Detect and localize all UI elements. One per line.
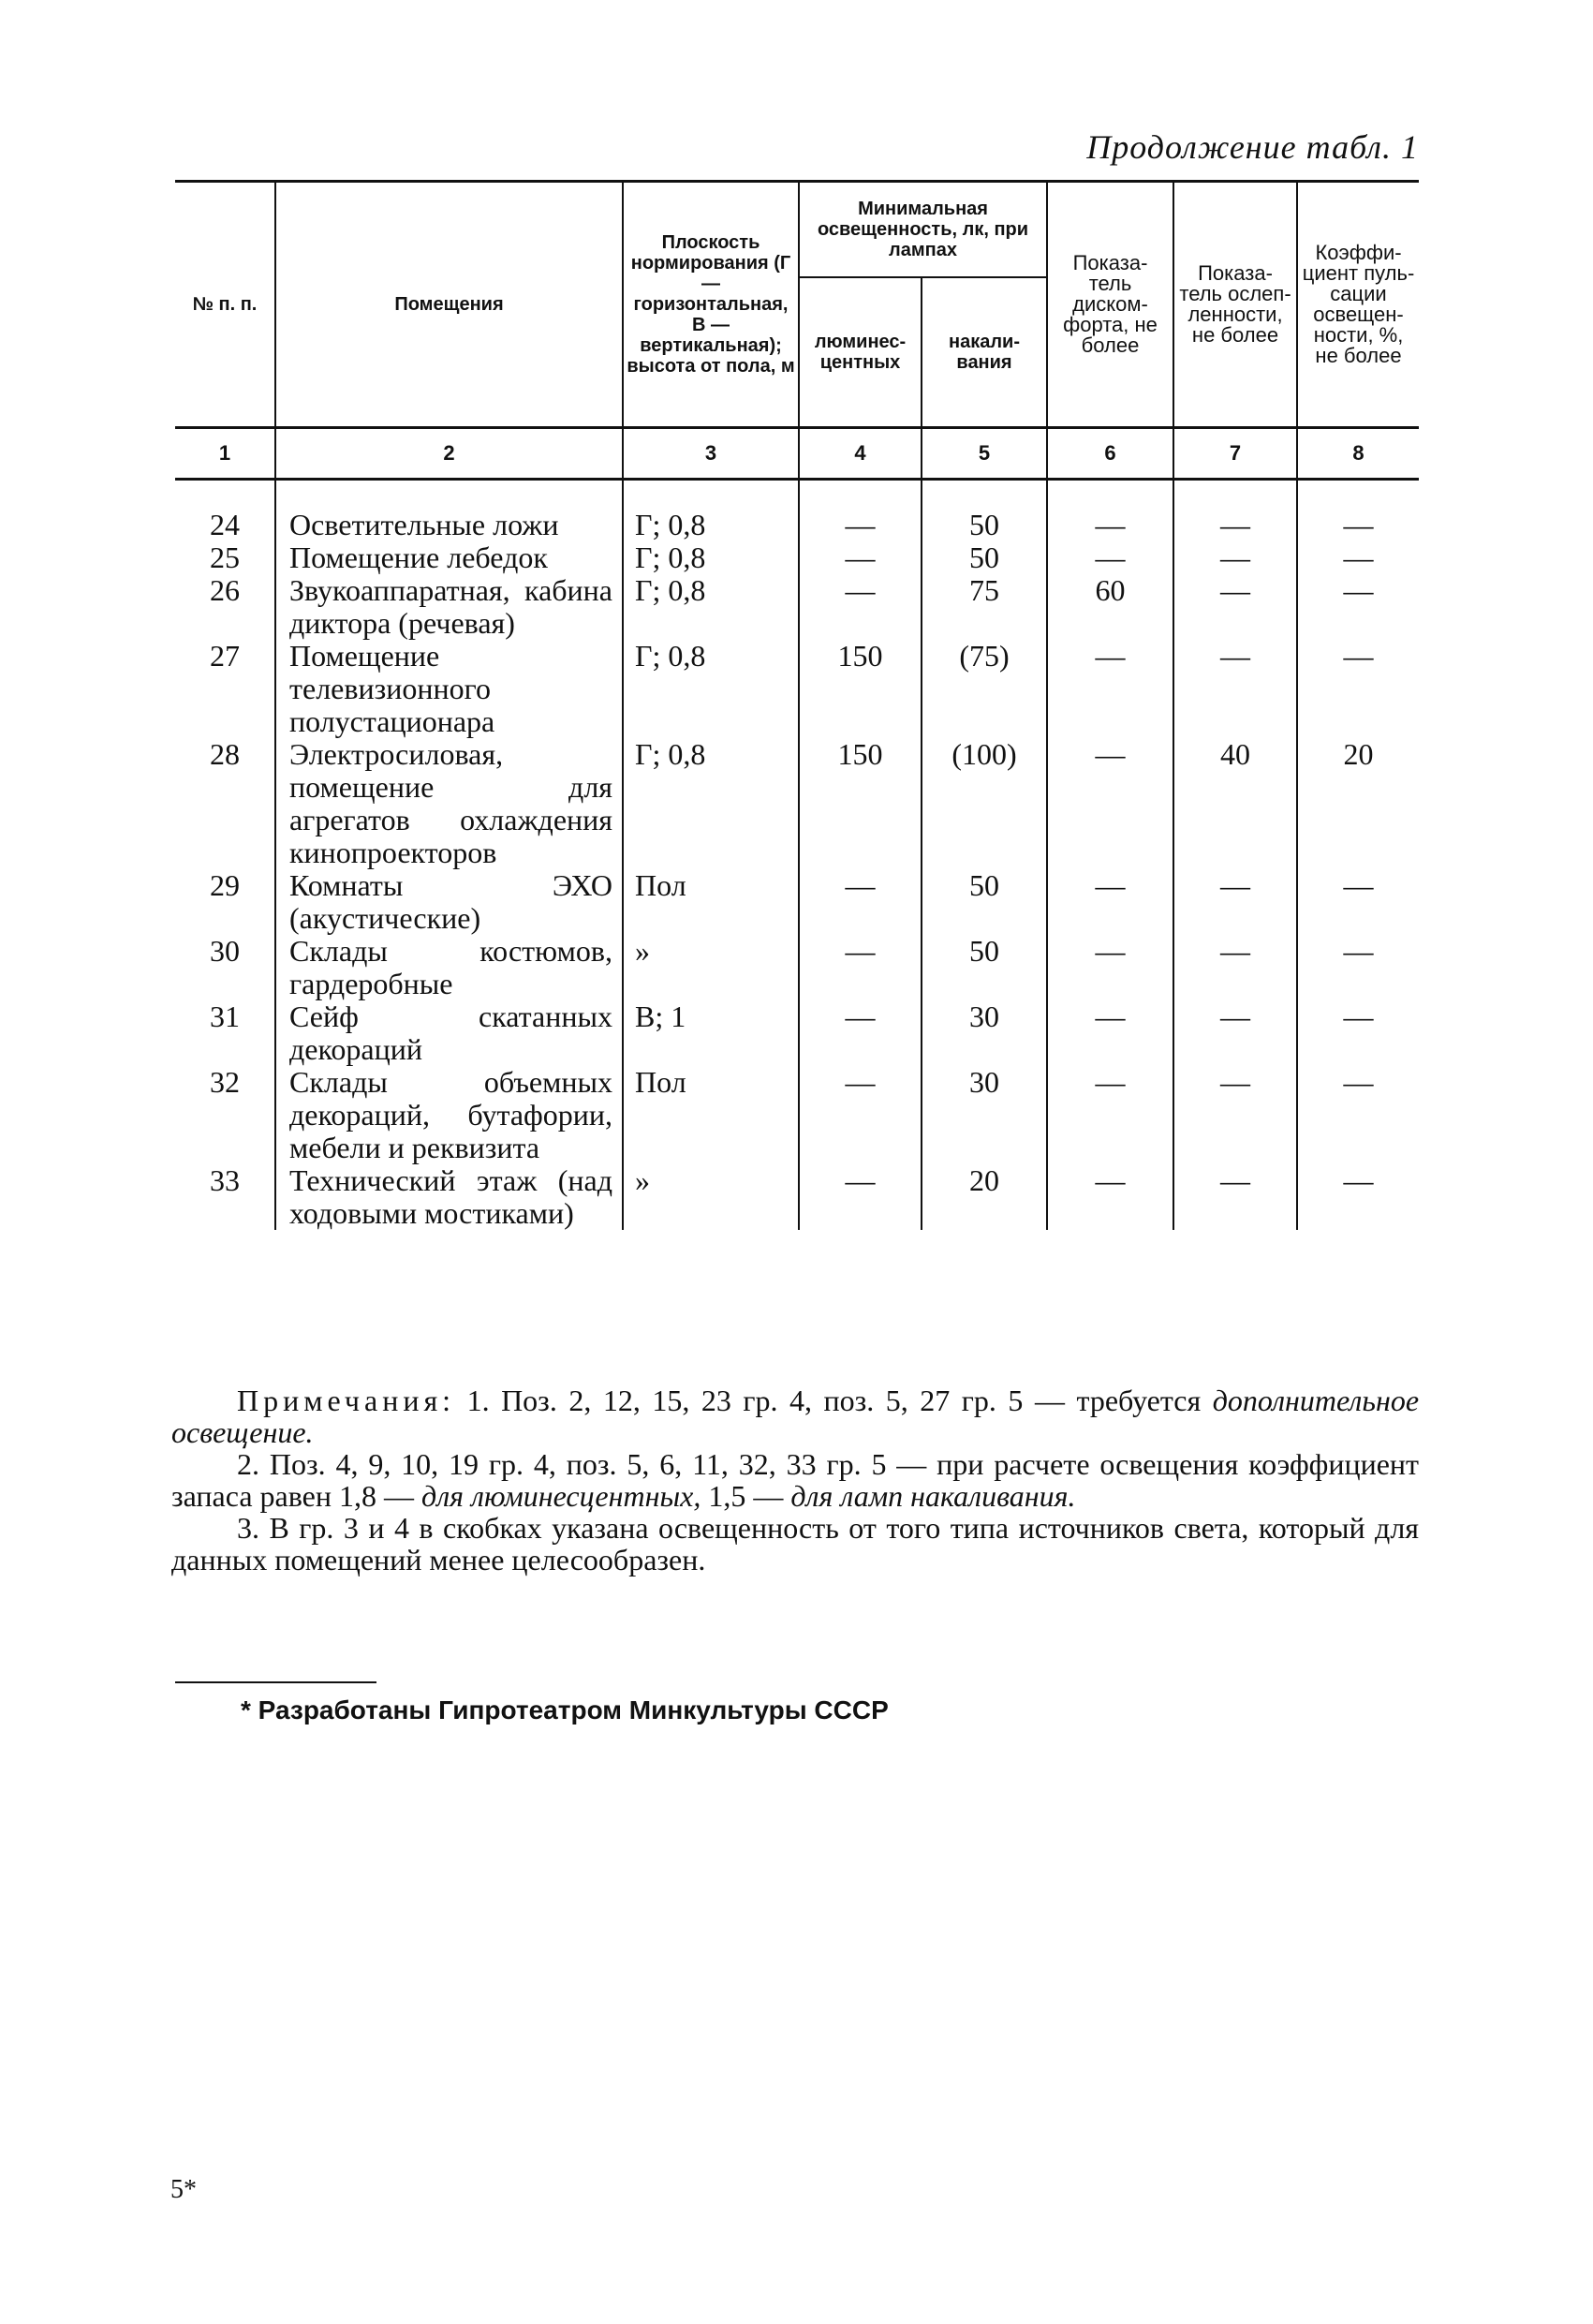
incandescent-value: (75) [922,640,1047,738]
note-1 [171,1384,1419,1448]
plane-value: В; 1 [623,1000,799,1066]
discomfort-value: — [1047,935,1173,1000]
note-2-text-cont: 1,5 — [701,1479,791,1513]
row-number: 31 [175,1000,275,1066]
notes-label: Примечания: [237,1384,456,1417]
page-number: 5* [170,2175,197,2204]
table-row [175,935,1419,1000]
luminescent-value: — [799,869,922,935]
plane-value: Пол [623,869,799,935]
plane-value: Г; 0,8 [623,574,799,640]
header-num: № п. п. [175,182,275,428]
table-row [175,480,1419,542]
incandescent-value: 50 [922,480,1047,542]
note-3: 3. В гр. 3 и 4 в скобках указана освещенность от того типа источников света, который для данных помещений менее целесообразен. [171,1511,1419,1576]
incandescent-value: 30 [922,1066,1047,1164]
incandescent-value: 75 [922,574,1047,640]
glare-value: — [1173,541,1297,574]
note-1-text: 1. Поз. 2, 12, 15, 23 гр. 4, поз. 5, 27 гр. 5 — требуется [466,1384,1213,1417]
header-incandescent: накали- вания [922,277,1047,428]
row-number: 28 [175,738,275,869]
incandescent-value: 30 [922,1000,1047,1066]
discomfort-value: — [1047,480,1173,542]
glare-value: — [1173,869,1297,935]
row-number: 32 [175,1066,275,1164]
discomfort-value: 60 [1047,574,1173,640]
column-number: 3 [623,428,799,480]
plane-value: Г; 0,8 [623,480,799,542]
column-number: 1 [175,428,275,480]
note-2-emphasis: для люминесцентных, [421,1479,701,1513]
note-1-emphasis: дополнительное освещение. [171,1384,1420,1449]
pulsation-value: — [1297,935,1419,1000]
table-row [175,574,1419,640]
table-row [175,738,1419,869]
row-number: 26 [175,574,275,640]
row-number: 29 [175,869,275,935]
table-row [175,1000,1419,1066]
luminescent-value: 150 [799,640,922,738]
note-2-text: 2. Поз. 4, 9, 10, 19 гр. 4, поз. 5, 6, 11, 32, 33 гр. 5 — при расчете освещения коэффициент запаса равен 1,8 — [171,1447,1419,1513]
pulsation-value: — [1297,541,1419,574]
discomfort-value: — [1047,1164,1173,1230]
table-row [175,541,1419,574]
incandescent-value: 50 [922,935,1047,1000]
luminescent-value: 150 [799,738,922,869]
luminescent-value: — [799,1164,922,1230]
room-name: Склады костюмов, гардеробные [275,935,623,1000]
pulsation-value: — [1297,574,1419,640]
room-name: Склады объемных декораций, бутафории, мебели и реквизита [275,1066,623,1164]
header-pulsation: Коэффи- циент пуль- сации освещен- ности, %, не более [1297,182,1419,428]
incandescent-value: 50 [922,541,1047,574]
incandescent-value: 20 [922,1164,1047,1230]
incandescent-value: 50 [922,869,1047,935]
column-number: 2 [275,428,623,480]
table-row [175,869,1419,935]
room-name: Осветительные ложи [275,480,623,542]
pulsation-value: — [1297,1066,1419,1164]
glare-value: — [1173,574,1297,640]
header-discomfort: Показа- тель диском- форта, не более [1047,182,1173,428]
column-number: 8 [1297,428,1419,480]
pulsation-value: — [1297,640,1419,738]
lighting-norms-table [175,180,1419,1230]
header-room: Помещения [275,182,623,428]
glare-value: 40 [1173,738,1297,869]
room-name: Электросиловая, помещение для агрегатов охлаждения кинопроекторов [275,738,623,869]
table-row [175,1164,1419,1230]
row-number: 27 [175,640,275,738]
pulsation-value: — [1297,1000,1419,1066]
plane-value: » [623,1164,799,1230]
room-name: Помещение телевизионного полустационара [275,640,623,738]
header-luminescent: люминес- центных [799,277,922,428]
incandescent-value: (100) [922,738,1047,869]
room-name: Помещение лебедок [275,541,623,574]
luminescent-value: — [799,541,922,574]
column-number: 5 [922,428,1047,480]
luminescent-value: — [799,574,922,640]
continuation-caption: Продолжение табл. 1 [1086,128,1419,166]
room-name: Технический этаж (над ходовыми мостиками) [275,1164,623,1230]
luminescent-value: — [799,1066,922,1164]
discomfort-value: — [1047,640,1173,738]
header-min-illumination: Минимальная освещенность, лк, при лампах [799,182,1047,278]
row-number: 24 [175,480,275,542]
glare-value: — [1173,640,1297,738]
discomfort-value: — [1047,541,1173,574]
table-row [175,1066,1419,1164]
plane-value: Г; 0,8 [623,640,799,738]
table-row [175,640,1419,738]
pulsation-value: 20 [1297,738,1419,869]
glare-value: — [1173,1000,1297,1066]
room-name: Звукоаппаратная, кабина диктора (речевая) [275,574,623,640]
row-number: 33 [175,1164,275,1230]
room-name: Комнаты ЭХО (акустические) [275,869,623,935]
footnote-divider [175,1681,376,1683]
glare-value: — [1173,480,1297,542]
pulsation-value: — [1297,1164,1419,1230]
pulsation-value: — [1297,869,1419,935]
note-2-emphasis-2: для ламп накаливания. [790,1479,1076,1513]
column-number: 6 [1047,428,1173,480]
row-number: 25 [175,541,275,574]
glare-value: — [1173,1066,1297,1164]
discomfort-value: — [1047,738,1173,869]
column-number: 7 [1173,428,1297,480]
header-glare: Показа- тель ослеп- ленности, не более [1173,182,1297,428]
footnote: * Разработаны Гипротеатром Минкультуры СССР [241,1695,889,1724]
luminescent-value: — [799,935,922,1000]
pulsation-value: — [1297,480,1419,542]
plane-value: Г; 0,8 [623,738,799,869]
row-number: 30 [175,935,275,1000]
note-2 [171,1448,1419,1512]
plane-value: Пол [623,1066,799,1164]
luminescent-value: — [799,1000,922,1066]
discomfort-value: — [1047,1000,1173,1066]
discomfort-value: — [1047,1066,1173,1164]
header-plane: Плоскость нормирования (Г — горизонтальная, В — вертикальная); высота от пола, м [623,182,799,428]
notes-section [171,1384,1419,1576]
luminescent-value: — [799,480,922,542]
plane-value: » [623,935,799,1000]
column-number: 4 [799,428,922,480]
glare-value: — [1173,1164,1297,1230]
plane-value: Г; 0,8 [623,541,799,574]
glare-value: — [1173,935,1297,1000]
room-name: Сейф скатанных декораций [275,1000,623,1066]
discomfort-value: — [1047,869,1173,935]
